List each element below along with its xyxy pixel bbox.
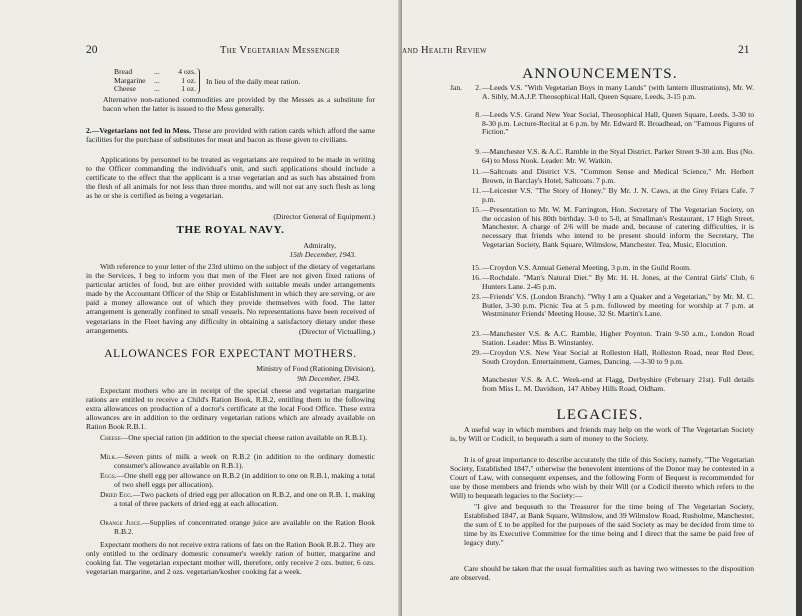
left-page-number: 20 bbox=[86, 44, 98, 56]
legacies-heading: LEGACIES. bbox=[556, 407, 644, 423]
ration-row: Margarine ... 1 oz. bbox=[114, 75, 196, 85]
announcement-item: 9. —Manchester V.S. & A.C. Ramble in the Styal District. Parker Street 9-30 a.m. Bus (No. 64) to Moss Nook. Leader: Mr. W. Watkin. bbox=[475, 147, 754, 165]
signature-victualling: (Director of Victualling.) bbox=[299, 327, 375, 336]
allowance-dried-egg: Dried Egg.—Two packets of dried egg per allocation on R.B.2, and one on R.B. 1, making a total of three packets of dried egg at each allocation. bbox=[100, 490, 375, 508]
ration-brace bbox=[196, 68, 200, 94]
signature-equipment: (Director General of Equipment.) bbox=[273, 212, 375, 221]
ration-row: Bread ... 4 ozs. bbox=[114, 67, 196, 76]
rations-note: In lieu of the daily meat ration. bbox=[206, 77, 301, 86]
right-running-head: and Health Review bbox=[402, 45, 487, 56]
announcement-item: 15. —Croydon V.S. Annual General Meeting, 3 p.m. in the Guild Room. bbox=[471, 263, 691, 272]
navy-para: With reference to your letter of the 23rd ultimo on the subject of the dietary of vegetarians in the Services, I beg to inform you that men of the Fleet are not given fixed rations of particular articles of food, but are either provided with suitable meals under arrangements made by the Accountant Officer of the Ship or Establishment in which they are serving, or are paid a money allowance out of which they provide themselves with food. The latter arrangement is generally confined to small vessels. No representations have been received of vegetarians in the Fleet having any difficulty in obtaining a satisfactory dietary under these arrangements. bbox=[86, 262, 375, 335]
announcements-heading: ANNOUNCEMENTS. bbox=[522, 66, 678, 82]
allowance-cheese: Cheese—One special ration (in addition to the special cheese ration available on R.B.1). bbox=[100, 433, 368, 442]
announcement-item: 29. —Croydon V.S. New Year Social at Rolleston Hall, Rolleston Road, near Red Deer, South Croydon. Entertainment, Games, Dancing. —3-30 to 9 p.m. bbox=[471, 348, 754, 366]
announcement-item: 15. —Presentation to Mr. W. M. Farrington, Hon. Secretary of The Vegetarian Society, on the occasion of his 80th birthday. 3-0 to 5-0, at Smallman's Restaurant, 17 High Street, Manchester. A charge of 2/6 will be made and, because of catering difficulties, it is necessary that friends who intend to be present should inform the Secretary, The Vegetarian Society, Bank Square, Wilmslow, Manchester. Tea, Music, Elocution. bbox=[471, 205, 754, 249]
announcement-item: Jan. 2. —Leeds V.S. "With Vegetarian Boys in many Lands" (with lantern illustrations), Mr. W. A. Sibly, M.A.J.P. Theosophical Hall, Queen Square, Leeds, 3-15 p.m. bbox=[450, 83, 754, 101]
navy-from: Admiralty, bbox=[303, 241, 336, 250]
announcement-item: 8. —Leeds V.S. Grand New Year Social, Theosophical Hall, Queen Square, Leeds. 3-30 to 8-30 p.m. Lecture-Recital at 6 p.m. by Mr. Edward R. Broadhead, on "Famous Figures of Fiction." bbox=[475, 110, 754, 137]
item2-body: These are provided with ration cards which afford the same facilities for the purchase of substitutes for meat and bacon as those given to civilians. bbox=[86, 126, 376, 145]
bequest-form: "I give and bequeath to the Treasurer for the time being of The Vegetarian Society, Established 1847, at Bank Square, Wilmslow, and 39 Wilmslow Road, Rusholme, Manchester, the sum of £ to be applied for the purposes of the said Society as may be decided from time to time by its Executive Committee for the time being and I direct that the same be paid free of legacy duty." bbox=[464, 502, 754, 548]
allowances-from: Ministry of Food (Rationing Division), bbox=[256, 364, 375, 373]
item2-para bbox=[86, 126, 375, 144]
announcement-item: 23. —Manchester V.S. & A.C. Ramble, Higher Poynton. Train 9-50 a.m., London Road Station. Leader: Miss B. Winstanley. bbox=[471, 329, 754, 347]
final-para: Expectant mothers do not receive extra rations of fats on the Ration Book R.B.2. They are only entitled to the ordinary domestic consumer's weekly ration of butter, margarine and cooking fat. The vegetarian expectant mother will, therefore, only receive 2 ozs. butter, 6 ozs. vegetarian margarine, and 2 ozs. vegetarian/kosher cooking fat a week. bbox=[86, 540, 375, 577]
announcement-item: 11. —Leicester V.S. "The Story of Honey." By Mr. J. N. Caws, at the Grey Friars Cafe. 7 p.m. bbox=[471, 186, 754, 204]
navy-date: 15th December, 1943. bbox=[289, 250, 356, 259]
alternative-para: Alternative non-rationed commodities are provided by the Messes as a substitute for bacon when the latter is issued to the Mess generally. bbox=[103, 95, 375, 114]
item2-lead: 2.—Vegetarians not fed in Mess. bbox=[86, 126, 192, 135]
announcement-item: 16. —Rochdale. "Man's Natural Diet." By Mr. H. H. Jones, at the Central Girls' Club, 6 Hunters Lane. 2-45 p.m. bbox=[471, 273, 754, 291]
legacies-para-1: A useful way in which members and friends may help on the work of The Vegetarian Society is, by Will or Codicil, to bequeath a sum of money to the Society. bbox=[450, 425, 754, 444]
royal-navy-heading: THE ROYAL NAVY. bbox=[176, 224, 285, 236]
left-running-head: The Vegetarian Messenger bbox=[220, 45, 340, 56]
legacies-para-4: Care should be taken that the usual formalities such as having two witnesses to the disposition are observed. bbox=[450, 564, 754, 583]
announcement-item: Manchester V.S. & A.C. Week-end at Flagg, Derbyshire (February 21st). Full details from Miss L. M. Davidson, 147 Abbey Hills Road, Oldham. bbox=[482, 375, 754, 393]
allowance-eggs: Eggs.—One shell egg per allowance on R.B.2 (in addition to one on R.B.1, making a total of two shell eggs per allocation). bbox=[100, 471, 375, 489]
allowance-orange-juice: Orange Juice.—Supplies of concentrated orange juice are available on the Ration Book R.B.2. bbox=[100, 518, 375, 536]
legacies-para-2: It is of great importance to describe accurately the title of this Society, namely, "The Vegetarian Society, Established 1847," otherwise the benevolent intentions of the Donor may be contested in a Court of Law, with consequent expenses, and the following Form of Bequest is recommended for use by those members and friends who wish by their Will (or a Codicil thereto which refers to the Will) to bequeath legacies to the Society:— bbox=[450, 455, 754, 501]
right-edge-shadow bbox=[796, 0, 802, 616]
allowances-heading: ALLOWANCES FOR EXPECTANT MOTHERS. bbox=[104, 348, 357, 360]
allowance-milk: Milk.—Seven pints of milk a week on R.B.2 (in addition to the ordinary domestic consumer's allowance available on R.B.1). bbox=[100, 452, 375, 470]
applications-para: Applications by personnel to be treated as vegetarians are required to be made in writing to the Officer commanding the individual's unit, and such applications should include a certificate to the effect that the applicant is a true vegetarian and as such has abstained from the flesh of all animals for not less than three months, and will not eat any such flesh as long as he or she is certified as being a vegetarian. bbox=[86, 155, 375, 201]
announcement-item: 23. —Friends' V.S. (London Branch). "Why I am a Quaker and a Vegetarian," by Mr. M. C. Butler, 3-30 p.m. Picnic Tea at 5 p.m. followed by meeting for worship at 7 p.m. at Westminster Friends' Meeting House, 32 St. Martin's Lane. bbox=[471, 292, 754, 319]
announcement-item: 11. —Saltcoats and District V.S. "Common Sense and Medical Science," Mr. Herbert Brown, in Barclay's Hotel, Saltcoats. 7 p.m. bbox=[471, 167, 754, 185]
ration-row: Cheese ... 1 oz. bbox=[114, 84, 196, 94]
right-page bbox=[402, 0, 802, 616]
right-page-number: 21 bbox=[738, 44, 750, 56]
allowances-date: 9th December, 1943. bbox=[297, 374, 360, 383]
allowances-para: Expectant mothers who are in receipt of the special cheese and vegetarian margarine rations are entitled to receive a Child's Ration Book, R.B.2, entitling them to the following extra allowances on production of a doctor's certificate at the local Food Office. These extra allowances are in addition to the ordinary vegetarian rations which are already available on Ration Book R.B.1. bbox=[86, 386, 375, 432]
